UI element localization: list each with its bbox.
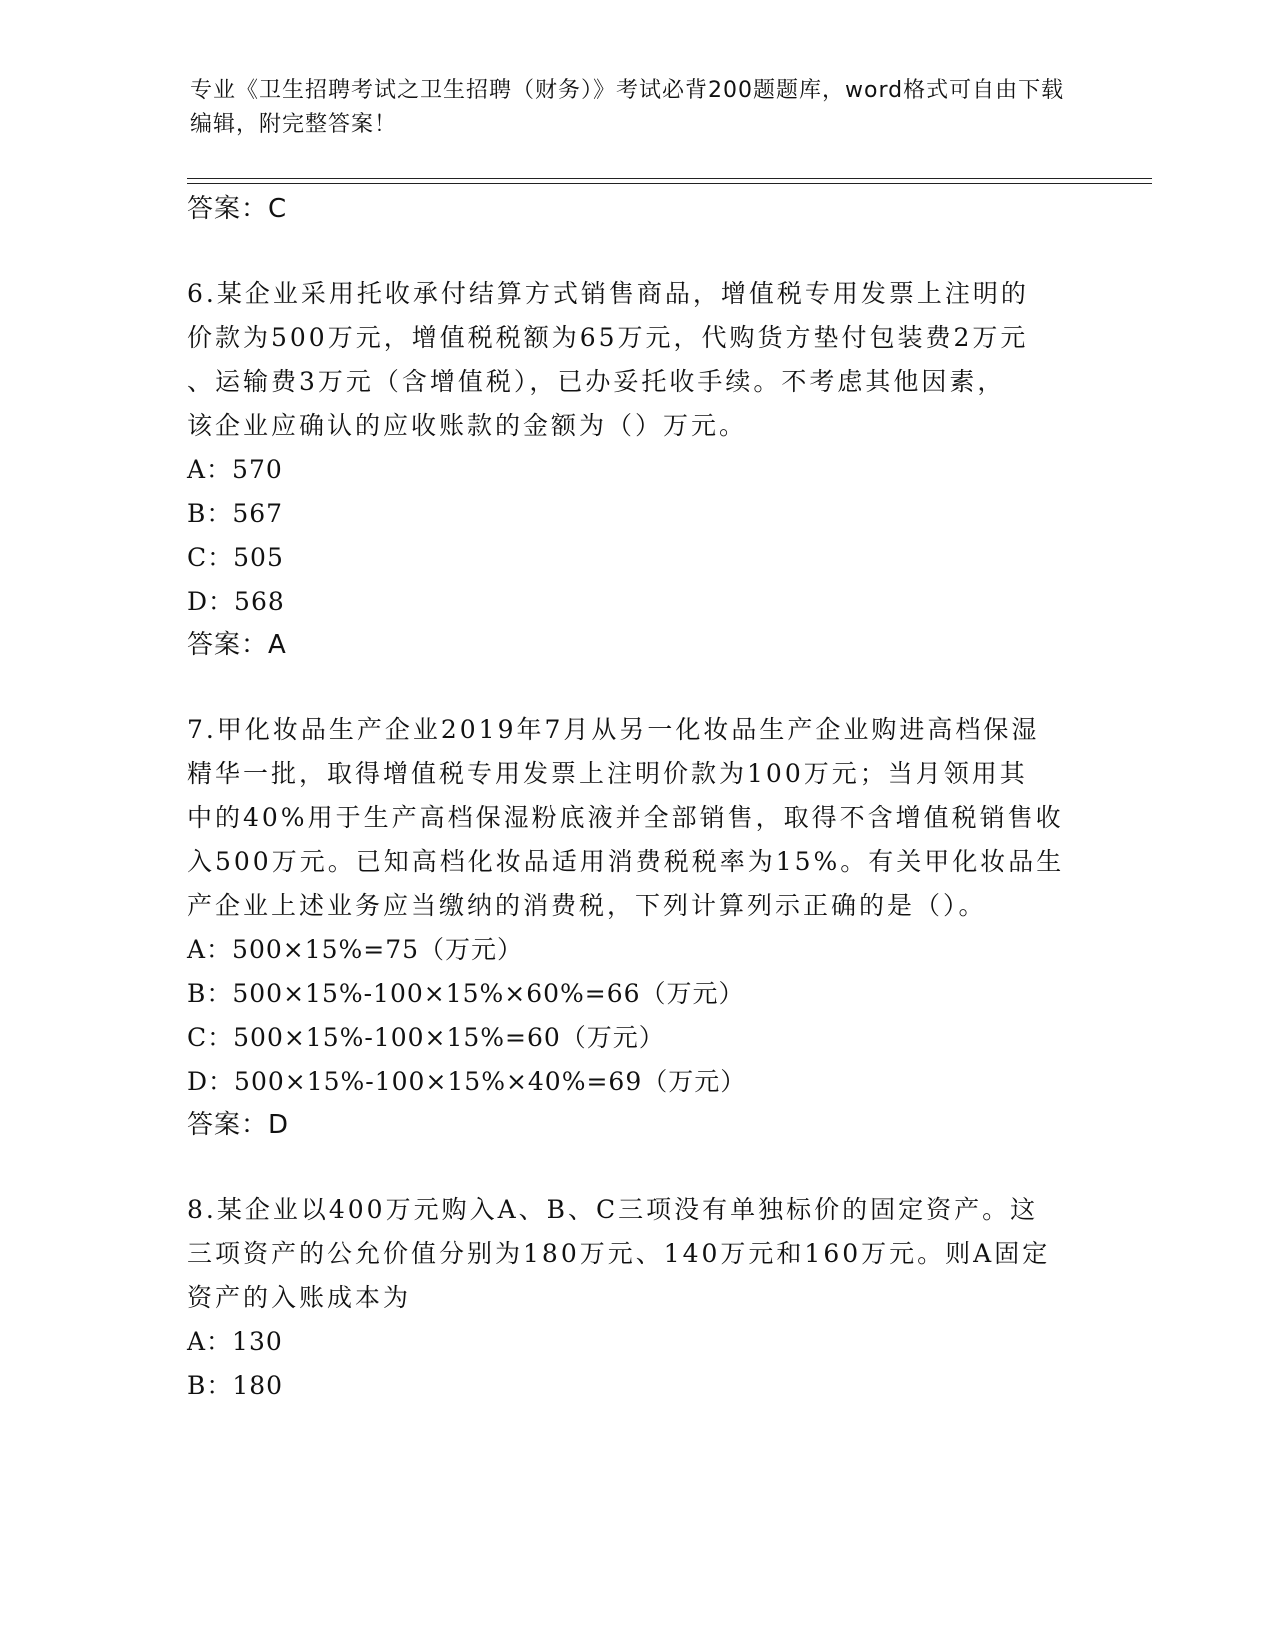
question-6-line-2: 价款为500万元，增值税税额为65万元，代购货方垫付包装费2万元 — [187, 323, 1029, 352]
question-7-option-a: A：500×15%=75（万元） — [187, 935, 524, 964]
question-7-line-4: 入500万元。已知高档化妆品适用消费税税率为15%。有关甲化妆品生 — [187, 847, 1065, 876]
question-6-line-3: 、运输费3万元（含增值税），已办妥托收手续。不考虑其他因素， — [187, 367, 1006, 396]
question-7-line-1: 7.甲化妆品生产企业2019年7月从另一化妆品生产企业购进高档保湿 — [187, 715, 1040, 744]
question-8-option-b: B：180 — [187, 1371, 284, 1400]
question-7-line-5: 产企业上述业务应当缴纳的消费税，下列计算列示正确的是（）。 — [187, 891, 987, 920]
header-divider-bottom — [187, 183, 1152, 184]
question-8-line-1: 8.某企业以400万元购入A、B、C三项没有单独标价的固定资产。这 — [187, 1195, 1039, 1224]
answer-question-6: 答案：A — [187, 630, 287, 660]
question-6-option-b: B：567 — [187, 499, 284, 528]
question-8-line-2: 三项资产的公允价值分别为180万元、140万元和160万元。则A固定 — [187, 1239, 1051, 1268]
question-6-option-c: C：505 — [187, 543, 284, 572]
question-8-option-a: A：130 — [187, 1327, 283, 1356]
answer-question-7: 答案：D — [187, 1110, 290, 1140]
question-6-option-d: D：568 — [187, 587, 285, 616]
question-6-line-1: 6.某企业采用托收承付结算方式销售商品，增值税专用发票上注明的 — [187, 279, 1029, 308]
question-7-line-2: 精华一批，取得增值税专用发票上注明价款为100万元；当月领用其 — [187, 759, 1028, 788]
question-7-line-3: 中的40%用于生产高档保湿粉底液并全部销售，取得不含增值税销售收 — [187, 803, 1064, 832]
answer-question-5: 答案：C — [187, 194, 288, 224]
question-6-line-4: 该企业应确认的应收账款的金额为（）万元。 — [187, 411, 748, 440]
question-7-option-c: C：500×15%-100×15%=60（万元） — [187, 1023, 665, 1052]
question-6-option-a: A：570 — [187, 455, 283, 484]
document-header: 专业《卫生招聘考试之卫生招聘（财务）》考试必背200题题库，word格式可自由下载编辑，附完整答案！ — [190, 78, 1065, 137]
question-8-line-3: 资产的入账成本为 — [187, 1283, 412, 1312]
header-divider-top — [187, 178, 1152, 179]
question-7-option-b: B：500×15%-100×15%×60%=66（万元） — [187, 979, 745, 1008]
question-7-option-d: D：500×15%-100×15%×40%=69（万元） — [187, 1067, 747, 1096]
